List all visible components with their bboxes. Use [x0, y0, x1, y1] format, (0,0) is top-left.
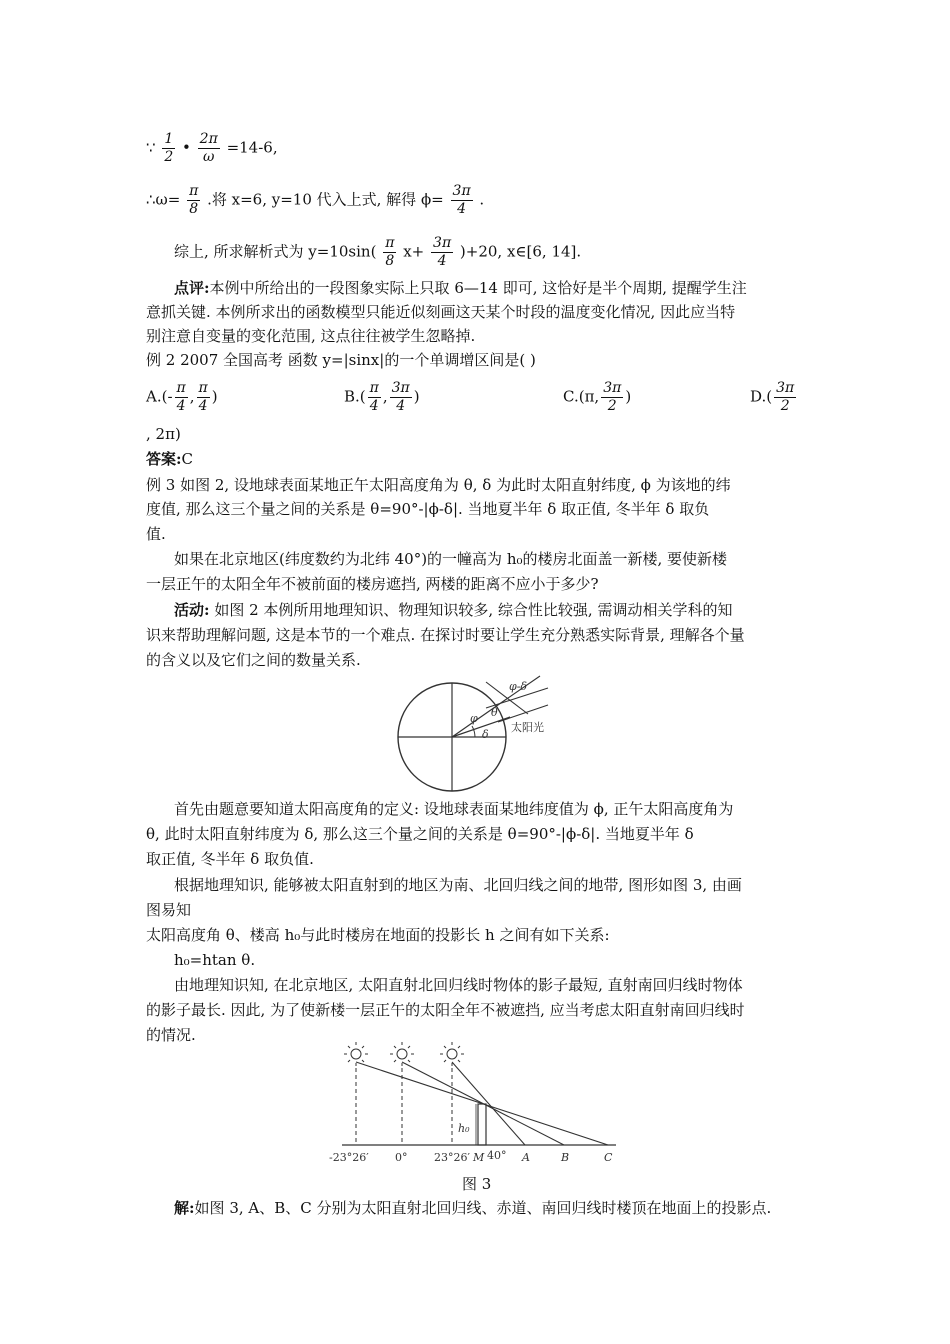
- formula-line-3: 综上, 所求解析式为 y=10sin( $\frac{\pi}{8}$ x+ $\frac{3\pi}{4}$ )+20, x∈[6, 14].: [174, 235, 582, 269]
- tick-0: 0°: [395, 1151, 408, 1164]
- paragraph-1-line-1: 首先由题意要知道太阳高度角的定义: 设地球表面某地纬度值为 ϕ, 正午太阳高度角为: [174, 800, 734, 818]
- paragraph-2-line-1: 根据地理知识, 能够被太阳直射到的地区为南、北回归线之间的地带, 图形如图 3, 由画: [174, 876, 742, 894]
- example-2-title: 例 2 2007 全国高考 函数 y=|sinx|的一个单调增区间是( ): [146, 351, 536, 369]
- fraction: $\frac{3\pi}{4}$: [433, 235, 452, 269]
- solution-label: 解:: [174, 1199, 195, 1217]
- example-3-line-1: 例 3 如图 2, 设地球表面某地正午太阳高度角为 θ, δ 为此时太阳直射纬度, ϕ 为该地的纬: [146, 476, 731, 494]
- formula-h0: h₀=htan θ.: [174, 951, 256, 969]
- answer-label: 答案:: [146, 450, 182, 468]
- tick-a: A: [522, 1151, 530, 1164]
- solution-line: 解:如图 3, A、B、C 分别为太阳直射北回归线、赤道、南回归线时楼顶在地面上的投影点.: [174, 1199, 772, 1217]
- tick-minus-23: -23°26′: [329, 1151, 369, 1164]
- tick-c: C: [604, 1151, 613, 1164]
- paragraph-2-line-3: 太阳高度角 θ、楼高 h₀与此时楼房在地面的投影长 h 之间有如下关系:: [146, 926, 610, 944]
- option-c: C.(π, $\frac{3\pi}{2}$ ): [563, 380, 632, 414]
- example-3-line-5: 一层正午的太阳全年不被前面的楼房遮挡, 两楼的距离不应小于多少?: [146, 575, 599, 593]
- activity-line-3: 的含义以及它们之间的数量关系.: [146, 651, 361, 669]
- comment-paragraph-line-2: 意抓关键. 本例所求出的函数模型只能近似刻画这天某个时段的温度变化情况, 因此应当特: [146, 303, 736, 321]
- paragraph-1-line-3: 取正值, 冬半年 δ 取负值.: [146, 850, 314, 868]
- comment-label: 点评:: [174, 279, 210, 297]
- option-d: D.( $\frac{3\pi}{2}$: [750, 380, 795, 414]
- label-theta: θ: [491, 706, 498, 719]
- paragraph-3-line-2: 的影子最长. 因此, 为了使新楼一层正午的太阳全年不被遮挡, 应当考虑太阳直射南回归线时: [146, 1001, 745, 1019]
- activity-label: 活动:: [174, 601, 210, 619]
- option-a: A.(- $\frac{\pi}{4}$ , $\frac{\pi}{4}$ ): [146, 380, 218, 414]
- tick-40: 40°: [487, 1149, 507, 1162]
- label-phi-delta: φ-δ: [509, 680, 528, 693]
- sunlight-ray-2: [498, 705, 548, 722]
- fraction: $\frac{1}{2}$: [164, 131, 174, 165]
- option-b: B.( $\frac{\pi}{4}$ , $\frac{3\pi}{4}$ ): [344, 380, 420, 414]
- answer-value: C: [181, 450, 194, 468]
- example-3-line-3: 值.: [146, 525, 166, 543]
- example-3-line-4: 如果在北京地区(纬度数约为北纬 40°)的一幢高为 h₀的楼房北面盖一新楼, 要使新楼: [174, 550, 728, 568]
- activity-line-2: 识来帮助理解问题, 这是本节的一个难点. 在探讨时要让学生充分熟悉实际背景, 理解各个量: [146, 626, 745, 644]
- label-delta: δ: [482, 728, 489, 741]
- label-sunlight: 太阳光: [511, 721, 544, 734]
- because-symbol: ∵: [146, 138, 156, 157]
- option-d-continued: , 2π): [146, 425, 181, 443]
- label-h0: h₀: [458, 1122, 470, 1135]
- tick-m: M: [473, 1151, 485, 1164]
- figure-2-earth-diagram: [390, 672, 555, 794]
- formula-line-2: ∴ω= $\frac{\pi}{8}$ .将 x=6, y=10 代入上式, 解得 ϕ= $\frac{3\pi}{4}$ .: [146, 183, 485, 217]
- tick-b: B: [561, 1151, 570, 1164]
- figure-3-shadow-diagram: [326, 1040, 626, 1168]
- comment-paragraph-line-1: 点评:本例中所给出的一段图象实际上只取 6—14 即可, 这恰好是半个周期, 提醒学生注: [174, 279, 747, 297]
- activity-line-1: 活动: 如图 2 本例所用地理知识、物理知识较多, 综合性比较强, 需调动相关学科的知: [174, 601, 733, 619]
- comment-paragraph-line-3: 别注意自变量的变化范围, 这点往往被学生忽略掉.: [146, 327, 476, 345]
- fraction: $\frac{2\pi}{\omega}$: [199, 131, 218, 165]
- figure-3-caption: 图 3: [462, 1175, 492, 1193]
- paragraph-3-line-3: 的情况.: [146, 1026, 196, 1044]
- formula-line-1: ∵ $\frac{1}{2}$ • $\frac{2\pi}{\omega}$ =14-6,: [146, 131, 278, 165]
- paragraph-1-line-2: θ, 此时太阳直射纬度为 δ, 那么这三个量之间的关系是 θ=90°-|ϕ-δ|. 当地夏半年 δ: [146, 825, 694, 843]
- paragraph-2-line-2: 图易知: [146, 901, 192, 919]
- tick-23: 23°26′: [434, 1151, 470, 1164]
- fraction: $\frac{\pi}{8}$: [189, 183, 199, 217]
- sun-direction-line: [452, 717, 510, 737]
- example-3-line-2: 度值, 那么这三个量之间的关系是 θ=90°-|ϕ-δ|. 当地夏半年 δ 取正值, 冬半年 δ 取负: [146, 500, 710, 518]
- fraction: $\frac{3\pi}{4}$: [452, 183, 471, 217]
- building: [478, 1104, 486, 1145]
- paragraph-3-line-1: 由地理知识知, 在北京地区, 太阳直射北回归线时物体的影子最短, 直射南回归线时物体: [174, 976, 743, 994]
- fraction: $\frac{\pi}{8}$: [385, 235, 395, 269]
- answer-line: [146, 448, 193, 470]
- label-phi: φ: [470, 712, 478, 725]
